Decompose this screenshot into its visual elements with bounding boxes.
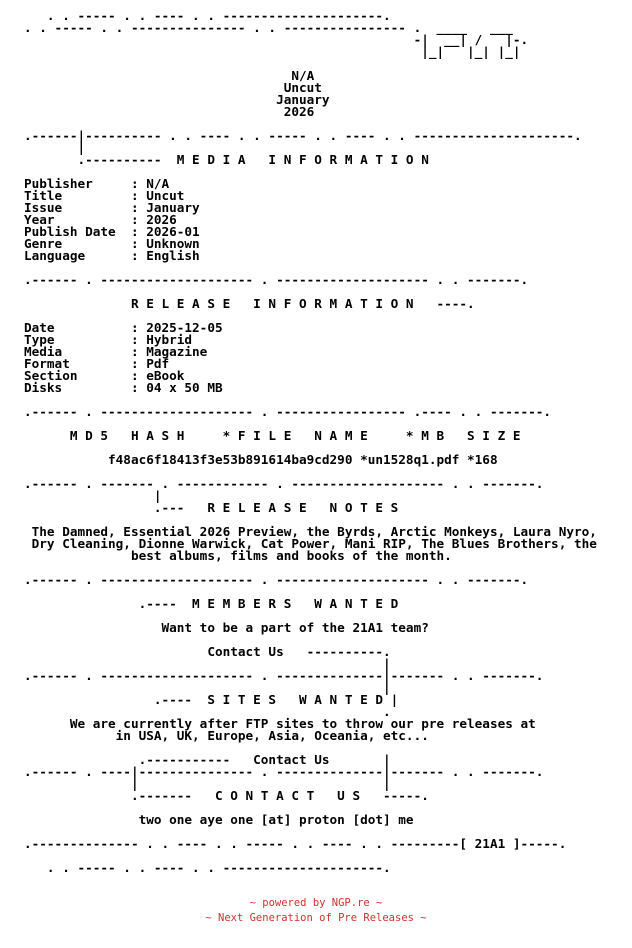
nfo-line: . . ----- . . ---- . . ---------------------. <box>24 8 391 23</box>
nfo-line: two one aye one [at] proton [dot] me <box>24 812 414 827</box>
nfo-line: Issue : January <box>24 200 200 215</box>
nfo-line: .----------- Contact Us | <box>24 752 391 767</box>
nfo-line: | <box>24 680 391 695</box>
nfo-line: .--- R E L E A S E N O T E S <box>24 500 399 515</box>
nfo-line: .------- C O N T A C T U S -----. <box>24 788 429 803</box>
nfo-line: Language : English <box>24 248 200 263</box>
nfo-line: .---- M E M B E R S W A N T E D <box>24 596 399 611</box>
nfo-line: M D 5 H A S H * F I L E N A M E * M B S I Z E <box>24 428 521 443</box>
nfo-line: Type : Hybrid <box>24 332 193 347</box>
nfo-line: best albums, films and books of the month. <box>24 548 452 563</box>
nfo-line: Date : 2025-12-05 <box>24 320 223 335</box>
nfo-line: .---------- M E D I A I N F O R M A T I O N <box>24 152 429 167</box>
nfo-line: . . ----- . . --------------- . . ---------------- . ____ ___ <box>24 20 513 35</box>
nfo-line: f48ac6f18413f3e53b891614ba9cd290 *un1528q1.pdf *168 <box>24 452 498 467</box>
nfo-line: N/A <box>24 68 315 83</box>
nfo-line: Section : eBook <box>24 368 185 383</box>
nfo-line: R E L E A S E I N F O R M A T I O N ----. <box>24 296 475 311</box>
tagline-text: ~ Next Generation of Pre Releases ~ <box>205 912 427 924</box>
nfo-line: | | <box>24 776 391 791</box>
nfo-line: . <box>24 704 391 719</box>
nfo-line: Publish Date : 2026-01 <box>24 224 200 239</box>
nfo-line: Media : Magazine <box>24 344 208 359</box>
nfo-line: .---- S I T E S W A N T E D | <box>24 692 399 707</box>
nfo-line: |_| |_| |_| <box>24 44 521 59</box>
nfo-line: Year : 2026 <box>24 212 177 227</box>
nfo-line: .------ . -------------------- . --------------|------- . . -------. <box>24 668 544 683</box>
nfo-line: Publisher : N/A <box>24 176 170 191</box>
nfo-line: 2026 <box>24 104 315 119</box>
nfo-line: Want to be a part of the 21A1 team? <box>24 620 429 635</box>
nfo-line: Dry Cleaning, Dionne Warwick, Cat Power, Mani RIP, The Blues Brothers, the <box>24 536 597 551</box>
nfo-line: .------ . -------------------- . ----------------- .---- . . -------. <box>24 404 552 419</box>
nfo-line: We are currently after FTP sites to throw our pre releases at <box>24 716 536 731</box>
nfo-text <box>24 10 597 874</box>
nfo-line: | <box>24 488 162 503</box>
powered-by-text: ~ powered by NGP.re ~ <box>249 897 383 909</box>
nfo-line: .------|---------- . . ---- . . ----- . . ---- . . ---------------------. <box>24 128 582 143</box>
nfo-line: .------ . -------------------- . -------------------- . . -------. <box>24 272 529 287</box>
nfo-line: .-------------- . . ---- . . ----- . . ---- . . ---------[ 21A1 ]-----. <box>24 836 567 851</box>
nfo-line: -| __| / |-. <box>24 32 529 47</box>
nfo-line: The Damned, Essential 2026 Preview, the Byrds, Arctic Monkeys, Laura Nyro, <box>24 524 597 539</box>
nfo-line: .------ . ----|--------------- . --------------|------- . . -------. <box>24 764 544 779</box>
nfo-line: .------ . -------------------- . -------------------- . . -------. <box>24 572 529 587</box>
nfo-line: | <box>24 656 391 671</box>
nfo-line: January <box>24 92 330 107</box>
nfo-line: Uncut <box>24 80 322 95</box>
nfo-line: Title : Uncut <box>24 188 185 203</box>
nfo-line: in USA, UK, Europe, Asia, Oceania, etc... <box>24 728 429 743</box>
nfo-line: Disks : 04 x 50 MB <box>24 380 223 395</box>
nfo-line: . . ----- . . ---- . . ---------------------. <box>24 860 391 875</box>
nfo-line: | <box>24 140 86 155</box>
nfo-line: Format : Pdf <box>24 356 170 371</box>
nfo-line: .------ . ------- . ------------ . -------------------- . . -------. <box>24 476 544 491</box>
nfo-line: Genre : Unknown <box>24 236 200 251</box>
nfo-line: Contact Us ----------. <box>24 644 391 659</box>
